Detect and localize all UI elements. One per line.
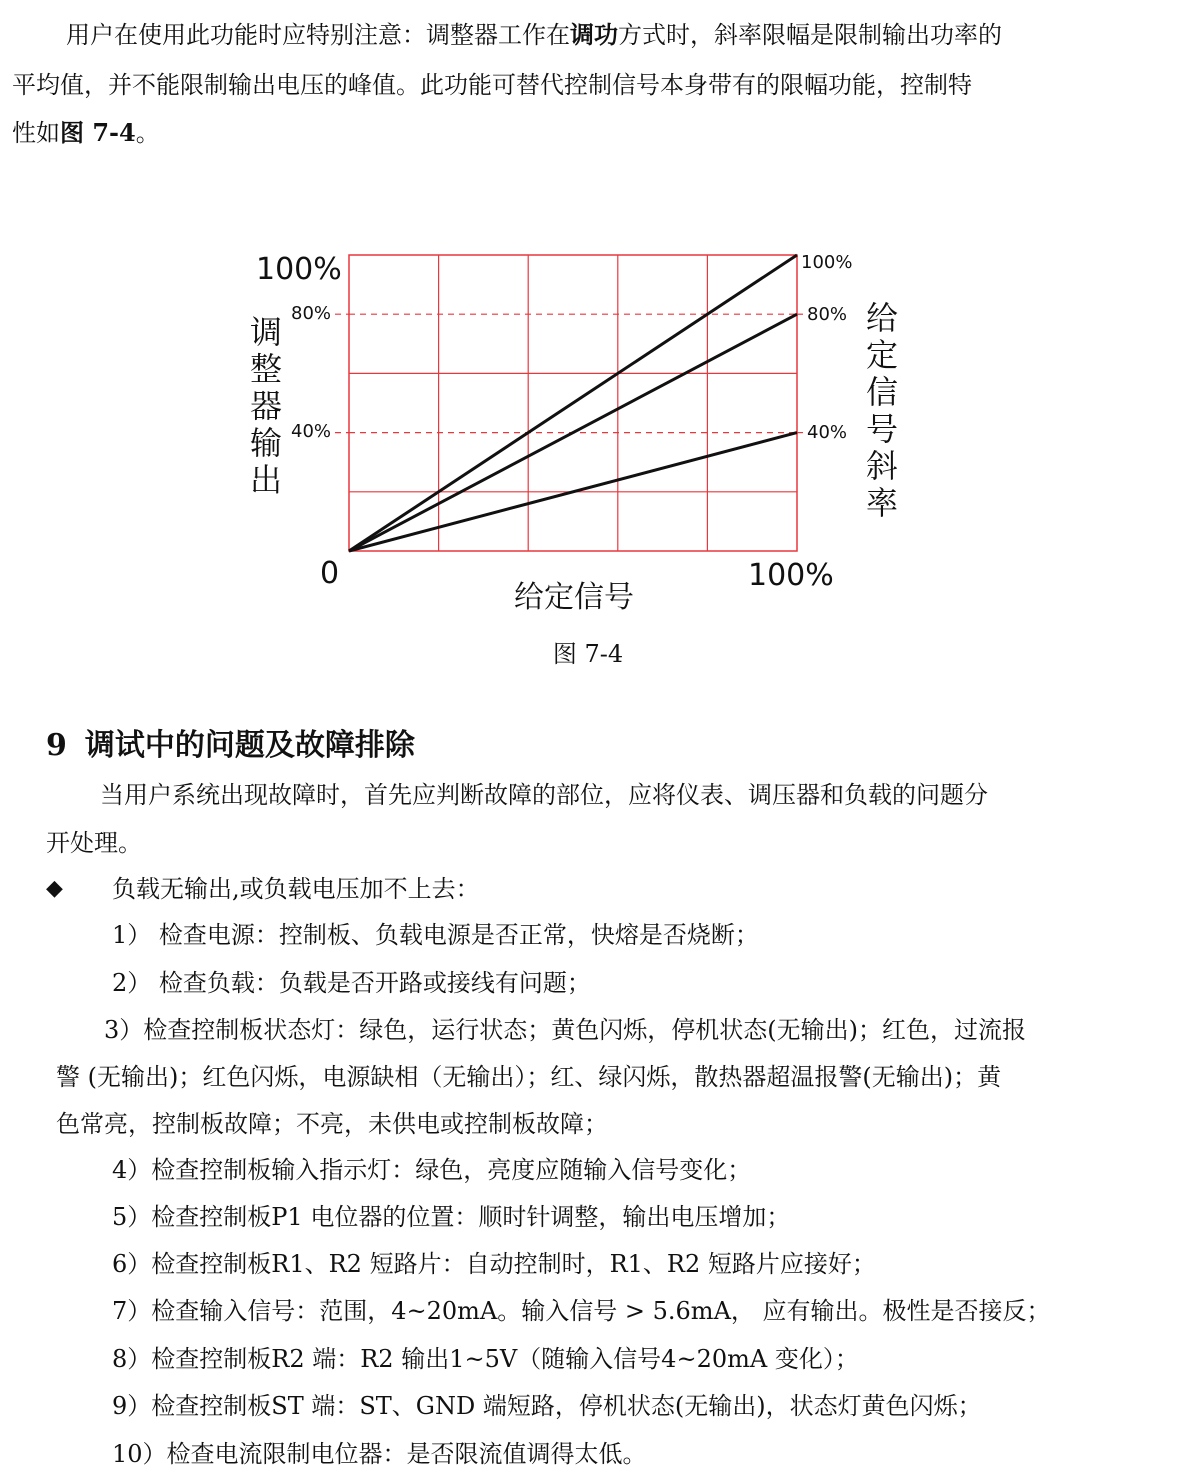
check-item-3-line-3: 色常亮，控制板故障；不亮，未供电或控制板故障； bbox=[56, 1110, 608, 1138]
section-number: 9 bbox=[46, 728, 67, 763]
y-tick-40-label: 40% bbox=[291, 421, 332, 442]
intro-figure-ref: 图 7-4 bbox=[60, 118, 136, 147]
check-item-4: 4）检查控制板输入指示灯：绿色，亮度应随输入信号变化； bbox=[112, 1156, 752, 1184]
para-line-1: 当用户系统出现故障时，首先应判断故障的部位，应将仪表、调压器和负载的问题分 bbox=[100, 781, 988, 809]
check-item-10: 10）检查电流限制电位器：是否限流值调得太低。 bbox=[112, 1440, 647, 1468]
x-max-label: 100% bbox=[748, 558, 834, 593]
check-item-6: 6）检查控制板R1、R2 短路片：自动控制时，R1、R2 短路片应接好； bbox=[112, 1250, 876, 1278]
intro-line-2: 平均值，并不能限制输出电压的峰值。此功能可替代控制信号本身带有的限幅功能，控制特 bbox=[12, 71, 972, 99]
check-item-3-line-2: 警 (无输出)；红色闪烁，电源缺相（无输出）；红、绿闪烁，散热器超温报警(无输出)；黄 bbox=[56, 1063, 1002, 1091]
y-tick-80-label: 80% bbox=[291, 303, 332, 324]
intro-bold-mode: 调功 bbox=[570, 20, 618, 49]
intro-line-1a: 用户在使用此功能时应特别注意：调整器工作在 bbox=[66, 21, 570, 49]
check-item-9: 9）检查控制板ST 端：ST、GND 端短路，停机状态(无输出)，状态灯黄色闪烁； bbox=[112, 1392, 982, 1420]
bullet-diamond-icon: ◆ bbox=[46, 876, 63, 901]
y-max-label: 100% bbox=[256, 252, 342, 287]
check-item-7: 7）检查输入信号：范围，4~20mA。输入信号 > 5.6mA， 应有输出。极性是否接反； bbox=[112, 1297, 1051, 1325]
figure-7-4-chart bbox=[0, 0, 1200, 640]
intro-line-3b: 。 bbox=[135, 119, 160, 147]
check-item-8: 8）检查控制板R2 端：R2 输出1~5V（随输入信号4~20mA 变化）； bbox=[112, 1345, 859, 1373]
line-label-80: 80% bbox=[807, 304, 848, 325]
section-title: 调试中的问题及故障排除 bbox=[84, 728, 415, 763]
bullet-text: 负载无输出,或负载电压加不上去： bbox=[112, 875, 480, 903]
section-heading bbox=[46, 720, 415, 764]
check-item-1: 1） 检查电源：控制板、负载电源是否正常，快熔是否烧断； bbox=[112, 921, 759, 949]
x-axis-title: 给定信号 bbox=[514, 580, 634, 615]
series-line-1 bbox=[349, 255, 797, 551]
right-axis-title: 给定信号斜率 bbox=[865, 299, 898, 522]
check-item-3-line-1: 3）检查控制板状态灯：绿色，运行状态；黄色闪烁，停机状态(无输出)；红色，过流报 bbox=[104, 1016, 1026, 1044]
check-item-5: 5）检查控制板P1 电位器的位置：顺时针调整，输出电压增加； bbox=[112, 1203, 791, 1231]
line-label-100: 100% bbox=[801, 252, 853, 273]
intro-line-3a: 性如 bbox=[12, 119, 60, 147]
para-line-2: 开处理。 bbox=[46, 829, 142, 857]
left-axis-title: 调整器输出 bbox=[249, 313, 282, 499]
intro-line-1b: 方式时，斜率限幅是限制输出功率的 bbox=[618, 21, 1002, 49]
figure-caption: 图 7-4 bbox=[552, 640, 624, 668]
origin-label: 0 bbox=[320, 556, 340, 591]
check-item-2: 2） 检查负载：负载是否开路或接线有问题； bbox=[112, 969, 591, 997]
line-label-40: 40% bbox=[807, 422, 848, 443]
